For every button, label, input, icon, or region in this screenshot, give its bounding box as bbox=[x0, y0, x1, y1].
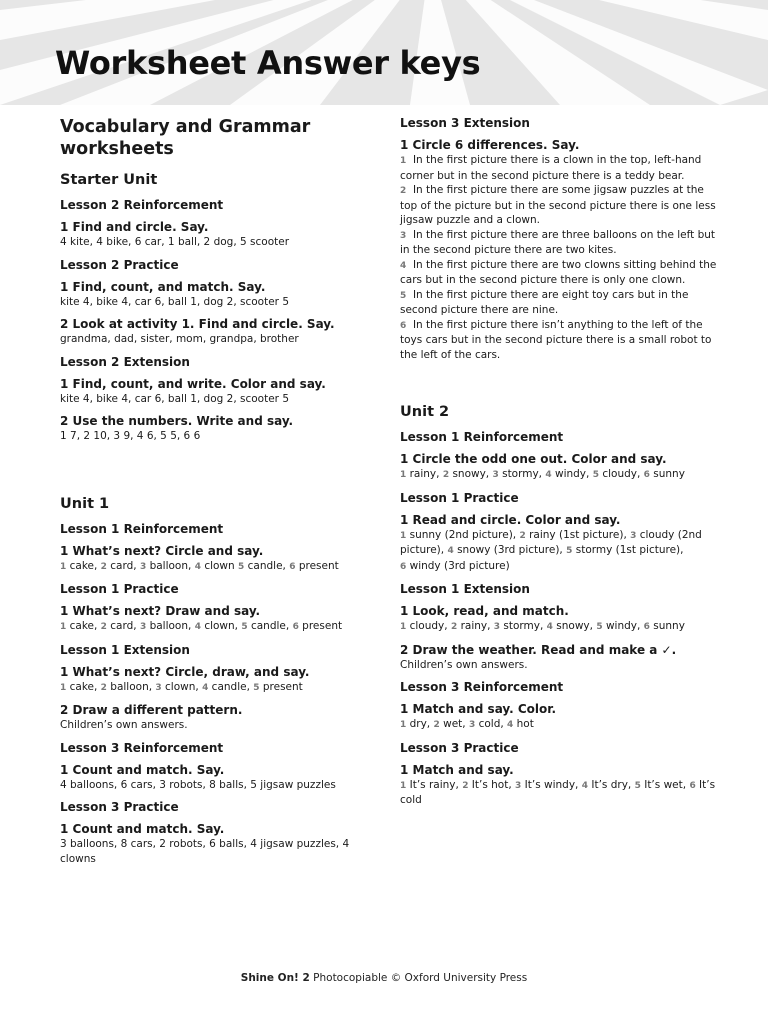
item-number: 6 bbox=[292, 622, 299, 632]
item-text: In the first picture there isn’t anything to the left of the toys cars but in the second picture there is a small robot to the left of the cars. bbox=[400, 318, 712, 361]
item-number: 2 bbox=[100, 561, 107, 572]
lesson-heading: Lesson 1 Reinforcement bbox=[400, 430, 564, 444]
item-text: stormy (1st picture), bbox=[575, 544, 684, 556]
item-text: In the first picture there are three balloons on the left but in the second picture there are two kites. bbox=[400, 228, 716, 256]
item-text: windy, bbox=[605, 620, 641, 632]
item-text: windy (3rd picture) bbox=[409, 559, 510, 572]
question-title: 1 Circle the odd one out. Color and say. bbox=[400, 452, 667, 466]
question-answer bbox=[400, 467, 720, 483]
differences-list bbox=[400, 153, 720, 362]
item-text: windy, bbox=[554, 468, 590, 480]
lesson-heading: Lesson 2 Practice bbox=[60, 257, 179, 272]
item-number: 2 bbox=[100, 682, 107, 693]
question-title: 1 Read and circle. Color and say. bbox=[400, 512, 621, 527]
item-text: It’s wet, bbox=[644, 778, 687, 791]
item-number: 6 bbox=[400, 320, 407, 331]
item-text: dry, bbox=[409, 718, 431, 730]
question bbox=[400, 604, 720, 635]
item-number: 3 bbox=[468, 720, 476, 730]
question-answer bbox=[60, 619, 360, 635]
item-number: 2 bbox=[442, 470, 450, 480]
item-text: rainy (1st picture), bbox=[529, 528, 627, 541]
question bbox=[60, 414, 360, 444]
footer-copyright: Photocopiable © Oxford University Press bbox=[313, 972, 528, 984]
item-text: balloon, bbox=[149, 559, 192, 572]
item-number: 4 bbox=[447, 546, 454, 556]
item-number: 2 bbox=[462, 780, 469, 791]
item-number: 5 bbox=[592, 470, 599, 480]
question-title: 1 Find, count, and match. Say. bbox=[60, 279, 266, 294]
difference-item bbox=[400, 318, 720, 363]
item-number: 5 bbox=[241, 622, 248, 632]
item-number: 1 bbox=[60, 682, 67, 693]
item-number: 5 bbox=[400, 290, 407, 301]
item-text: candle, bbox=[211, 680, 250, 693]
question-title: 1 Find, count, and write. Color and say. bbox=[60, 376, 326, 391]
question-answer: 3 balloons, 8 cars, 2 robots, 6 balls, 4 jigsaw puzzles, 4 clowns bbox=[60, 838, 350, 865]
question-title: 2 Use the numbers. Write and say. bbox=[60, 414, 294, 428]
question-title: 2 Draw a different pattern. bbox=[60, 703, 243, 717]
question-answer: 1 7, 2 10, 3 9, 4 6, 5 5, 6 6 bbox=[60, 430, 201, 442]
unit-title-2: Unit 2 bbox=[400, 404, 450, 420]
question bbox=[60, 377, 360, 407]
item-number: 5 bbox=[253, 682, 260, 693]
item-number: 2 bbox=[400, 186, 407, 196]
question-title: 1 Circle 6 differences. Say. bbox=[400, 138, 580, 152]
difference-item bbox=[400, 228, 720, 258]
question-title: 1 What’s next? Draw and say. bbox=[60, 604, 261, 618]
item-text: In the first picture there are some jigsaw puzzles at the top of the picture but in the second picture there is one less jigsaw puzzle and a clown. bbox=[400, 184, 716, 226]
item-text: present bbox=[298, 559, 339, 572]
question bbox=[60, 220, 360, 250]
item-number: 4 bbox=[400, 260, 407, 271]
item-number: 2 bbox=[519, 530, 526, 541]
item-text: cloudy (2nd picture), bbox=[400, 528, 702, 556]
item-number: 6 bbox=[400, 561, 407, 572]
item-number: 3 bbox=[400, 230, 407, 241]
left-column bbox=[60, 116, 360, 874]
question-answer: 4 kite, 4 bike, 6 car, 1 ball, 2 dog, 5 scooter bbox=[60, 236, 290, 248]
item-text: rainy, bbox=[460, 620, 491, 632]
item-text: In the first picture there are two clowns sitting behind the cars but in the second picture there is only one clown. bbox=[400, 258, 717, 286]
item-text: candle, bbox=[250, 620, 290, 632]
item-number: 1 bbox=[400, 780, 407, 791]
item-text: In the first picture there are eight toy cars but in the second picture there are nine. bbox=[400, 288, 689, 316]
item-text: cloudy, bbox=[409, 620, 448, 632]
item-number: 4 bbox=[194, 622, 201, 632]
question-answer: Children’s own answers. bbox=[60, 719, 188, 731]
question-answer: kite 4, bike 4, car 6, ball 1, dog 2, scooter 5 bbox=[60, 392, 290, 405]
question-title: 2 Look at activity 1. Find and circle. Say. bbox=[60, 317, 335, 331]
question bbox=[60, 544, 360, 575]
item-number: 5 bbox=[634, 780, 641, 791]
question-answer bbox=[400, 778, 720, 808]
question bbox=[60, 665, 360, 696]
item-number: 3 bbox=[492, 470, 499, 480]
question bbox=[60, 280, 360, 310]
item-text: It’s dry, bbox=[591, 778, 632, 791]
question bbox=[60, 822, 360, 866]
lesson-heading: Lesson 1 Reinforcement bbox=[60, 521, 224, 536]
item-number: 1 bbox=[400, 156, 407, 166]
item-number: 3 bbox=[630, 530, 637, 541]
question-title: 1 Match and say. bbox=[400, 762, 514, 777]
question bbox=[60, 604, 360, 635]
lesson-heading: Lesson 2 Extension bbox=[60, 354, 190, 369]
item-number: 2 bbox=[450, 622, 458, 632]
item-text: It’s hot, bbox=[471, 778, 512, 791]
difference-item bbox=[400, 288, 720, 318]
item-number: 4 bbox=[545, 470, 552, 480]
item-number: 4 bbox=[202, 682, 209, 693]
question bbox=[400, 138, 720, 362]
item-text: balloon, bbox=[110, 680, 153, 693]
lesson-heading: Lesson 3 Reinforcement bbox=[400, 680, 564, 694]
item-number: 3 bbox=[515, 780, 522, 791]
item-number: 6 bbox=[689, 780, 696, 791]
item-text: snowy (3rd picture), bbox=[457, 544, 563, 556]
unit-title-starter: Starter Unit bbox=[60, 172, 158, 188]
item-text: card, bbox=[110, 620, 137, 632]
item-text: hot bbox=[516, 718, 534, 730]
question bbox=[400, 513, 720, 575]
item-number: 1 bbox=[60, 622, 67, 632]
item-number: 3 bbox=[493, 622, 501, 632]
item-text: sunny bbox=[653, 468, 685, 480]
item-text: wet, bbox=[443, 718, 466, 730]
item-number: 4 bbox=[507, 720, 514, 730]
item-text: sunny bbox=[653, 620, 685, 632]
item-text: stormy, bbox=[503, 620, 544, 632]
item-number: 4 bbox=[581, 780, 589, 791]
question bbox=[60, 317, 360, 347]
item-text: It’s rainy, bbox=[409, 778, 459, 791]
item-number: 3 bbox=[139, 561, 147, 572]
item-number: 6 bbox=[643, 622, 650, 632]
question bbox=[60, 703, 360, 733]
item-text: present bbox=[262, 680, 303, 693]
question-answer bbox=[400, 717, 720, 733]
item-number: 5 bbox=[566, 546, 573, 556]
difference-item bbox=[400, 153, 720, 183]
item-text: It’s cold bbox=[400, 778, 716, 806]
item-number: 3 bbox=[155, 682, 162, 693]
lesson-heading: Lesson 3 Extension bbox=[400, 116, 530, 130]
item-number: 1 bbox=[400, 622, 407, 632]
question-answer bbox=[400, 619, 720, 635]
difference-item bbox=[400, 183, 720, 228]
question-title: 1 Match and say. Color. bbox=[400, 702, 557, 716]
item-text: It’s windy, bbox=[524, 778, 579, 791]
item-text: cake, bbox=[69, 559, 98, 572]
footer-brand: Shine On! 2 bbox=[240, 972, 310, 984]
question-title: 1 Find and circle. Say. bbox=[60, 220, 209, 234]
lesson-heading: Lesson 2 Reinforcement bbox=[60, 198, 224, 212]
question-answer bbox=[400, 528, 720, 575]
item-number: 2 bbox=[100, 622, 107, 632]
question-answer: Children’s own answers. bbox=[400, 658, 528, 671]
question bbox=[400, 643, 720, 673]
question bbox=[60, 763, 360, 793]
item-number: 1 bbox=[400, 470, 407, 480]
item-number: 3 bbox=[139, 622, 147, 632]
item-text: cake, bbox=[69, 680, 98, 693]
lesson-heading: Lesson 3 Reinforcement bbox=[60, 740, 224, 755]
question-title: 1 Count and match. Say. bbox=[60, 822, 225, 836]
lesson-heading: Lesson 1 Extension bbox=[60, 642, 190, 657]
item-number: 5 bbox=[596, 622, 603, 632]
question-answer bbox=[60, 559, 360, 575]
item-number: 2 bbox=[433, 720, 440, 730]
item-text: card, bbox=[110, 559, 137, 572]
question bbox=[400, 702, 720, 733]
question-title: 1 What’s next? Circle, draw, and say. bbox=[60, 664, 310, 679]
question bbox=[400, 452, 720, 483]
question-title: 1 Look, read, and match. bbox=[400, 604, 569, 618]
item-number: 1 bbox=[400, 530, 407, 541]
question bbox=[400, 763, 720, 808]
item-text: cold, bbox=[478, 718, 504, 730]
page-footer bbox=[0, 972, 768, 984]
item-number: 5 bbox=[238, 561, 245, 572]
item-number: 4 bbox=[194, 561, 201, 572]
item-text: snowy, bbox=[452, 468, 490, 480]
item-number: 4 bbox=[546, 622, 553, 632]
question-answer bbox=[60, 680, 360, 696]
question-answer: kite 4, bike 4, car 6, ball 1, dog 2, scooter 5 bbox=[60, 295, 290, 308]
section-heading: Vocabulary and Grammar worksheets bbox=[60, 117, 311, 159]
item-text: snowy, bbox=[556, 620, 593, 632]
lesson-heading: Lesson 1 Extension bbox=[400, 582, 530, 596]
lesson-heading: Lesson 1 Practice bbox=[60, 582, 179, 596]
item-text: rainy, bbox=[409, 468, 440, 480]
item-text: clown, bbox=[165, 680, 199, 693]
lesson-heading: Lesson 3 Practice bbox=[60, 800, 179, 814]
item-text: candle, bbox=[247, 559, 286, 572]
item-text: clown, bbox=[204, 620, 239, 632]
item-text: stormy, bbox=[502, 468, 543, 480]
question-answer: 4 balloons, 6 cars, 3 robots, 8 balls, 5 jigsaw puzzles bbox=[60, 778, 336, 791]
item-number: 1 bbox=[400, 720, 407, 730]
unit-title-1: Unit 1 bbox=[60, 495, 110, 512]
item-text: cloudy, bbox=[602, 468, 641, 480]
item-text: sunny (2nd picture), bbox=[409, 528, 517, 541]
item-text: In the first picture there is a clown in the top, left-hand corner but in the second picture there is a teddy bear. bbox=[400, 154, 702, 182]
page-title: Worksheet Answer keys bbox=[55, 44, 481, 82]
item-text: cake, bbox=[69, 620, 98, 632]
item-number: 6 bbox=[643, 470, 650, 480]
question-title: 1 What’s next? Circle and say. bbox=[60, 543, 264, 558]
item-text: present bbox=[302, 620, 343, 632]
difference-item bbox=[400, 258, 720, 288]
lesson-heading: Lesson 3 Practice bbox=[400, 740, 519, 755]
right-column bbox=[400, 116, 720, 816]
item-text: balloon, bbox=[149, 620, 192, 632]
item-text: clown bbox=[204, 559, 235, 572]
question-title: 2 Draw the weather. Read and make a ✓. bbox=[400, 642, 677, 657]
item-number: 6 bbox=[289, 561, 296, 572]
item-number: 1 bbox=[60, 561, 67, 572]
question-title: 1 Count and match. Say. bbox=[60, 762, 225, 777]
lesson-heading: Lesson 1 Practice bbox=[400, 490, 519, 505]
question-answer: grandma, dad, sister, mom, grandpa, brother bbox=[60, 333, 299, 345]
